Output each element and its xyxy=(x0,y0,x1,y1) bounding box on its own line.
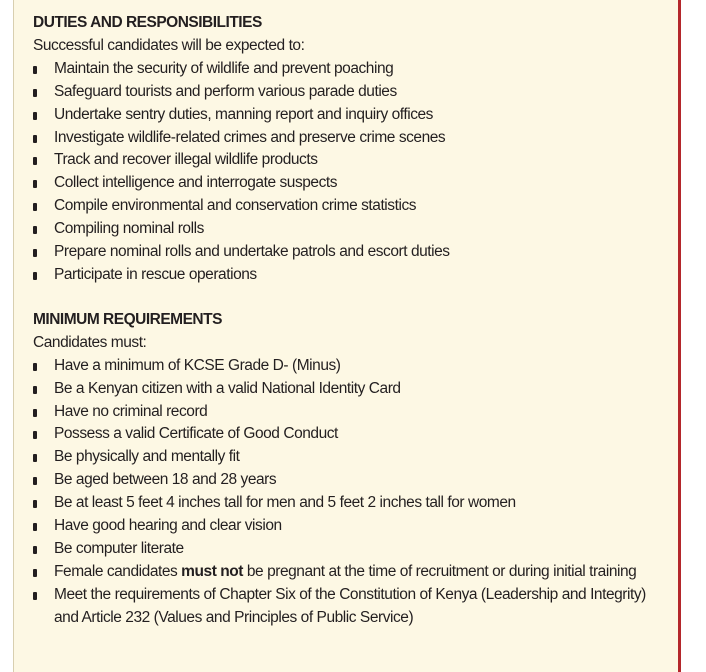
bullet-icon xyxy=(33,363,37,371)
list-item xyxy=(33,149,673,172)
list-item-text: Have good hearing and clear vision xyxy=(54,517,282,535)
bullet-icon xyxy=(33,203,37,211)
bullet-icon xyxy=(33,431,37,439)
duties-heading: DUTIES AND RESPONSIBILITIES xyxy=(33,14,262,31)
bullet-icon xyxy=(33,89,37,97)
section-spacer xyxy=(33,287,673,309)
list-item xyxy=(33,355,673,378)
list-item xyxy=(33,378,673,401)
document-content xyxy=(33,12,673,630)
list-item xyxy=(33,218,673,241)
list-item xyxy=(33,172,673,195)
requirements-list xyxy=(33,355,673,630)
list-item xyxy=(33,446,673,469)
list-item xyxy=(33,469,673,492)
list-item xyxy=(33,195,673,218)
list-item-chapter-six xyxy=(33,584,673,630)
bullet-icon xyxy=(33,180,37,188)
list-item xyxy=(33,515,673,538)
list-item xyxy=(33,492,673,515)
bullet-icon xyxy=(33,500,37,508)
list-item-text: Undertake sentry duties, manning report and inquiry offices xyxy=(54,105,433,123)
bullet-icon xyxy=(33,272,37,280)
bullet-icon xyxy=(33,386,37,394)
list-item-text: Investigate wildlife-related crimes and preserve crime scenes xyxy=(54,128,446,146)
list-item-text: Track and recover illegal wildlife products xyxy=(54,151,318,169)
list-item xyxy=(33,127,673,150)
list-item-text: Be aged between 18 and 28 years xyxy=(54,471,277,489)
bullet-icon xyxy=(33,477,37,485)
bullet-icon xyxy=(33,569,37,577)
list-item xyxy=(33,81,673,104)
accent-rule xyxy=(678,0,681,672)
bullet-icon xyxy=(33,592,37,600)
bullet-icon xyxy=(33,112,37,120)
duties-list xyxy=(33,58,673,287)
list-item-text-prefix: Female candidates xyxy=(54,562,182,580)
requirements-intro: Candidates must: xyxy=(33,333,147,351)
bullet-icon xyxy=(33,409,37,417)
list-item-text: Safeguard tourists and perform various parade duties xyxy=(54,82,397,100)
list-item-text: Be computer literate xyxy=(54,539,184,557)
list-item xyxy=(33,264,673,287)
bullet-icon xyxy=(33,523,37,531)
bullet-icon xyxy=(33,66,37,74)
list-item-text: Have no criminal record xyxy=(54,402,208,420)
list-item-text: Compile environmental and conservation crime statistics xyxy=(54,197,417,215)
list-item xyxy=(33,241,673,264)
bullet-icon xyxy=(33,546,37,554)
list-item-text: Maintain the security of wildlife and prevent poaching xyxy=(54,59,394,77)
emphasis-text: must not xyxy=(181,562,244,580)
list-item xyxy=(33,58,673,81)
list-item-text: Have a minimum of KCSE Grade D- (Minus) xyxy=(54,356,341,374)
list-item xyxy=(33,538,673,561)
list-item-text: Participate in rescue operations xyxy=(54,265,257,283)
list-item-text: Prepare nominal rolls and undertake patrols and escort duties xyxy=(54,243,450,261)
bullet-icon xyxy=(33,454,37,462)
list-item xyxy=(33,401,673,424)
list-item xyxy=(33,104,673,127)
list-item-text: Meet the requirements of Chapter Six of the Constitution of Kenya (Leadership and Integrity) and Article 232 (Values and Principles of Public Service) xyxy=(54,585,646,626)
list-item-female-candidates xyxy=(33,561,673,584)
list-item-text: Possess a valid Certificate of Good Conduct xyxy=(54,425,338,443)
list-item-text: Be at least 5 feet 4 inches tall for men and 5 feet 2 inches tall for women xyxy=(54,494,516,512)
bullet-icon xyxy=(33,157,37,165)
list-item-text: Collect intelligence and interrogate suspects xyxy=(54,174,338,192)
list-item-text: Be a Kenyan citizen with a valid National Identity Card xyxy=(54,379,401,397)
bullet-icon xyxy=(33,226,37,234)
duties-intro: Successful candidates will be expected to: xyxy=(33,36,305,54)
list-item-text: Compiling nominal rolls xyxy=(54,220,204,238)
list-item-text: Be physically and mentally fit xyxy=(54,448,240,466)
requirements-heading: MINIMUM REQUIREMENTS xyxy=(33,310,222,328)
bullet-icon xyxy=(33,135,37,143)
bullet-icon xyxy=(33,249,37,257)
list-item xyxy=(33,423,673,446)
list-item-text-suffix: be pregnant at the time of recruitment or during initial training xyxy=(243,562,637,580)
